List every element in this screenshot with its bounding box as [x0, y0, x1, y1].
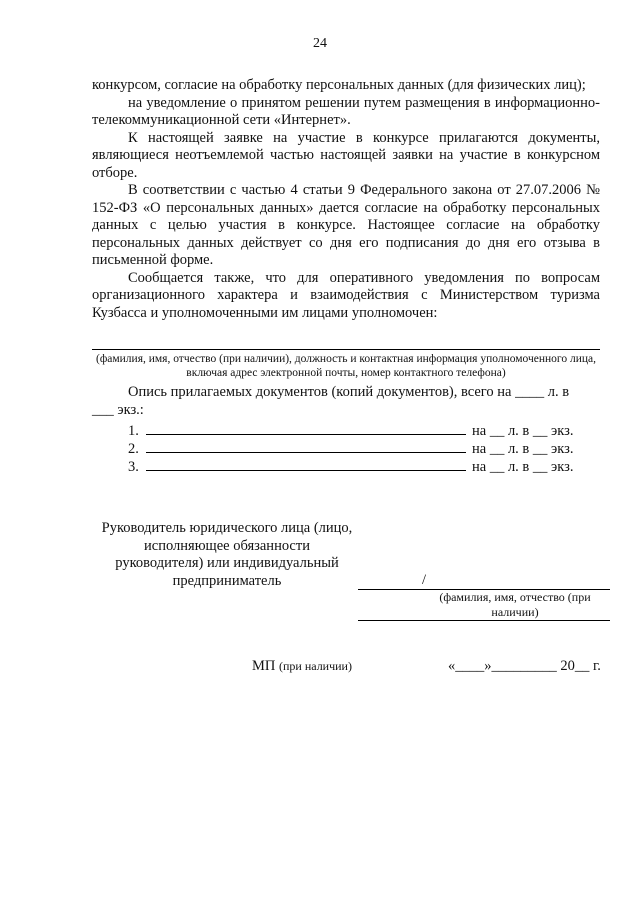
item-tail: на __ л. в __ экз.: [472, 459, 574, 475]
paragraph-federal-law: В соответствии с частью 4 статьи 9 Федерального закона от 27.07.2006 № 152-ФЗ «О персональных данных» дается согласие на обработку персональных данных с целью участия в конкурсе. Настоящее согласие на обработку персональных данных действует со дня его подписания до дня его отзыва в письменной форме.: [92, 182, 600, 268]
seal-note: (при наличии): [279, 659, 352, 673]
date-field[interactable]: «____»_________ 20__ г.: [448, 658, 601, 674]
list-item: [128, 421, 600, 439]
item-tail: на __ л. в __ экз.: [472, 441, 574, 457]
paragraph-notification: на уведомление о принятом решении путем размещения в информационно-телекоммуникационной сети «Интернет».: [92, 94, 600, 128]
signature-caption: (фамилия, имя, отчество (при наличии): [439, 590, 591, 619]
item-fill-line[interactable]: [146, 439, 466, 453]
body-text: [92, 77, 600, 322]
signatory-title-line: предприниматель: [172, 572, 282, 589]
item-fill-line[interactable]: [146, 421, 466, 435]
list-item: [128, 457, 600, 475]
contact-fill-line[interactable]: [92, 349, 600, 350]
paragraph-consent-personal: конкурсом, согласие на обработку персональных данных (для физических лиц);: [92, 77, 586, 93]
signature-slash: /: [422, 572, 427, 588]
item-number: 1.: [128, 423, 139, 439]
item-tail: на __ л. в __ экз.: [472, 423, 574, 439]
inventory-line-1: Опись прилагаемых документов (копий документов), всего на ____ л. в: [128, 384, 570, 400]
list-item: [128, 439, 600, 457]
paragraph-documents: К настоящей заявке на участие в конкурсе прилагаются документы, являющиеся неотъемлемой частью настоящей заявки на участие в конкурсном отборе.: [92, 129, 600, 181]
signatory-title: [92, 520, 362, 590]
contact-caption: (фамилия, имя, отчество (при наличии), должность и контактная информация уполномоченного лица, включая адрес электронной почты, номер контактного телефона): [95, 353, 597, 379]
inventory-list: [128, 421, 600, 475]
item-fill-line[interactable]: [146, 457, 466, 471]
item-number: 3.: [128, 459, 139, 475]
signatory-title-line: Руководитель юридического лица (лицо,: [101, 520, 353, 536]
seal-placeholder: [252, 658, 352, 675]
page-number: 24: [313, 36, 327, 51]
paragraph-contact: Сообщается также, что для оперативного уведомления по вопросам организационного характера и взаимодействия с Министерством туризма Кузбасса и уполномоченными им лицами уполномочен:: [92, 269, 600, 321]
seal-label: МП: [252, 658, 276, 674]
inventory-heading: [92, 384, 600, 419]
signature-bottom-line: [358, 620, 610, 621]
signatory-title-line: руководителя) или индивидуальный: [115, 555, 339, 571]
item-number: 2.: [128, 441, 139, 457]
inventory-line-2: ___ экз.:: [92, 401, 144, 418]
signatory-title-line: исполняющее обязанности: [144, 537, 310, 554]
